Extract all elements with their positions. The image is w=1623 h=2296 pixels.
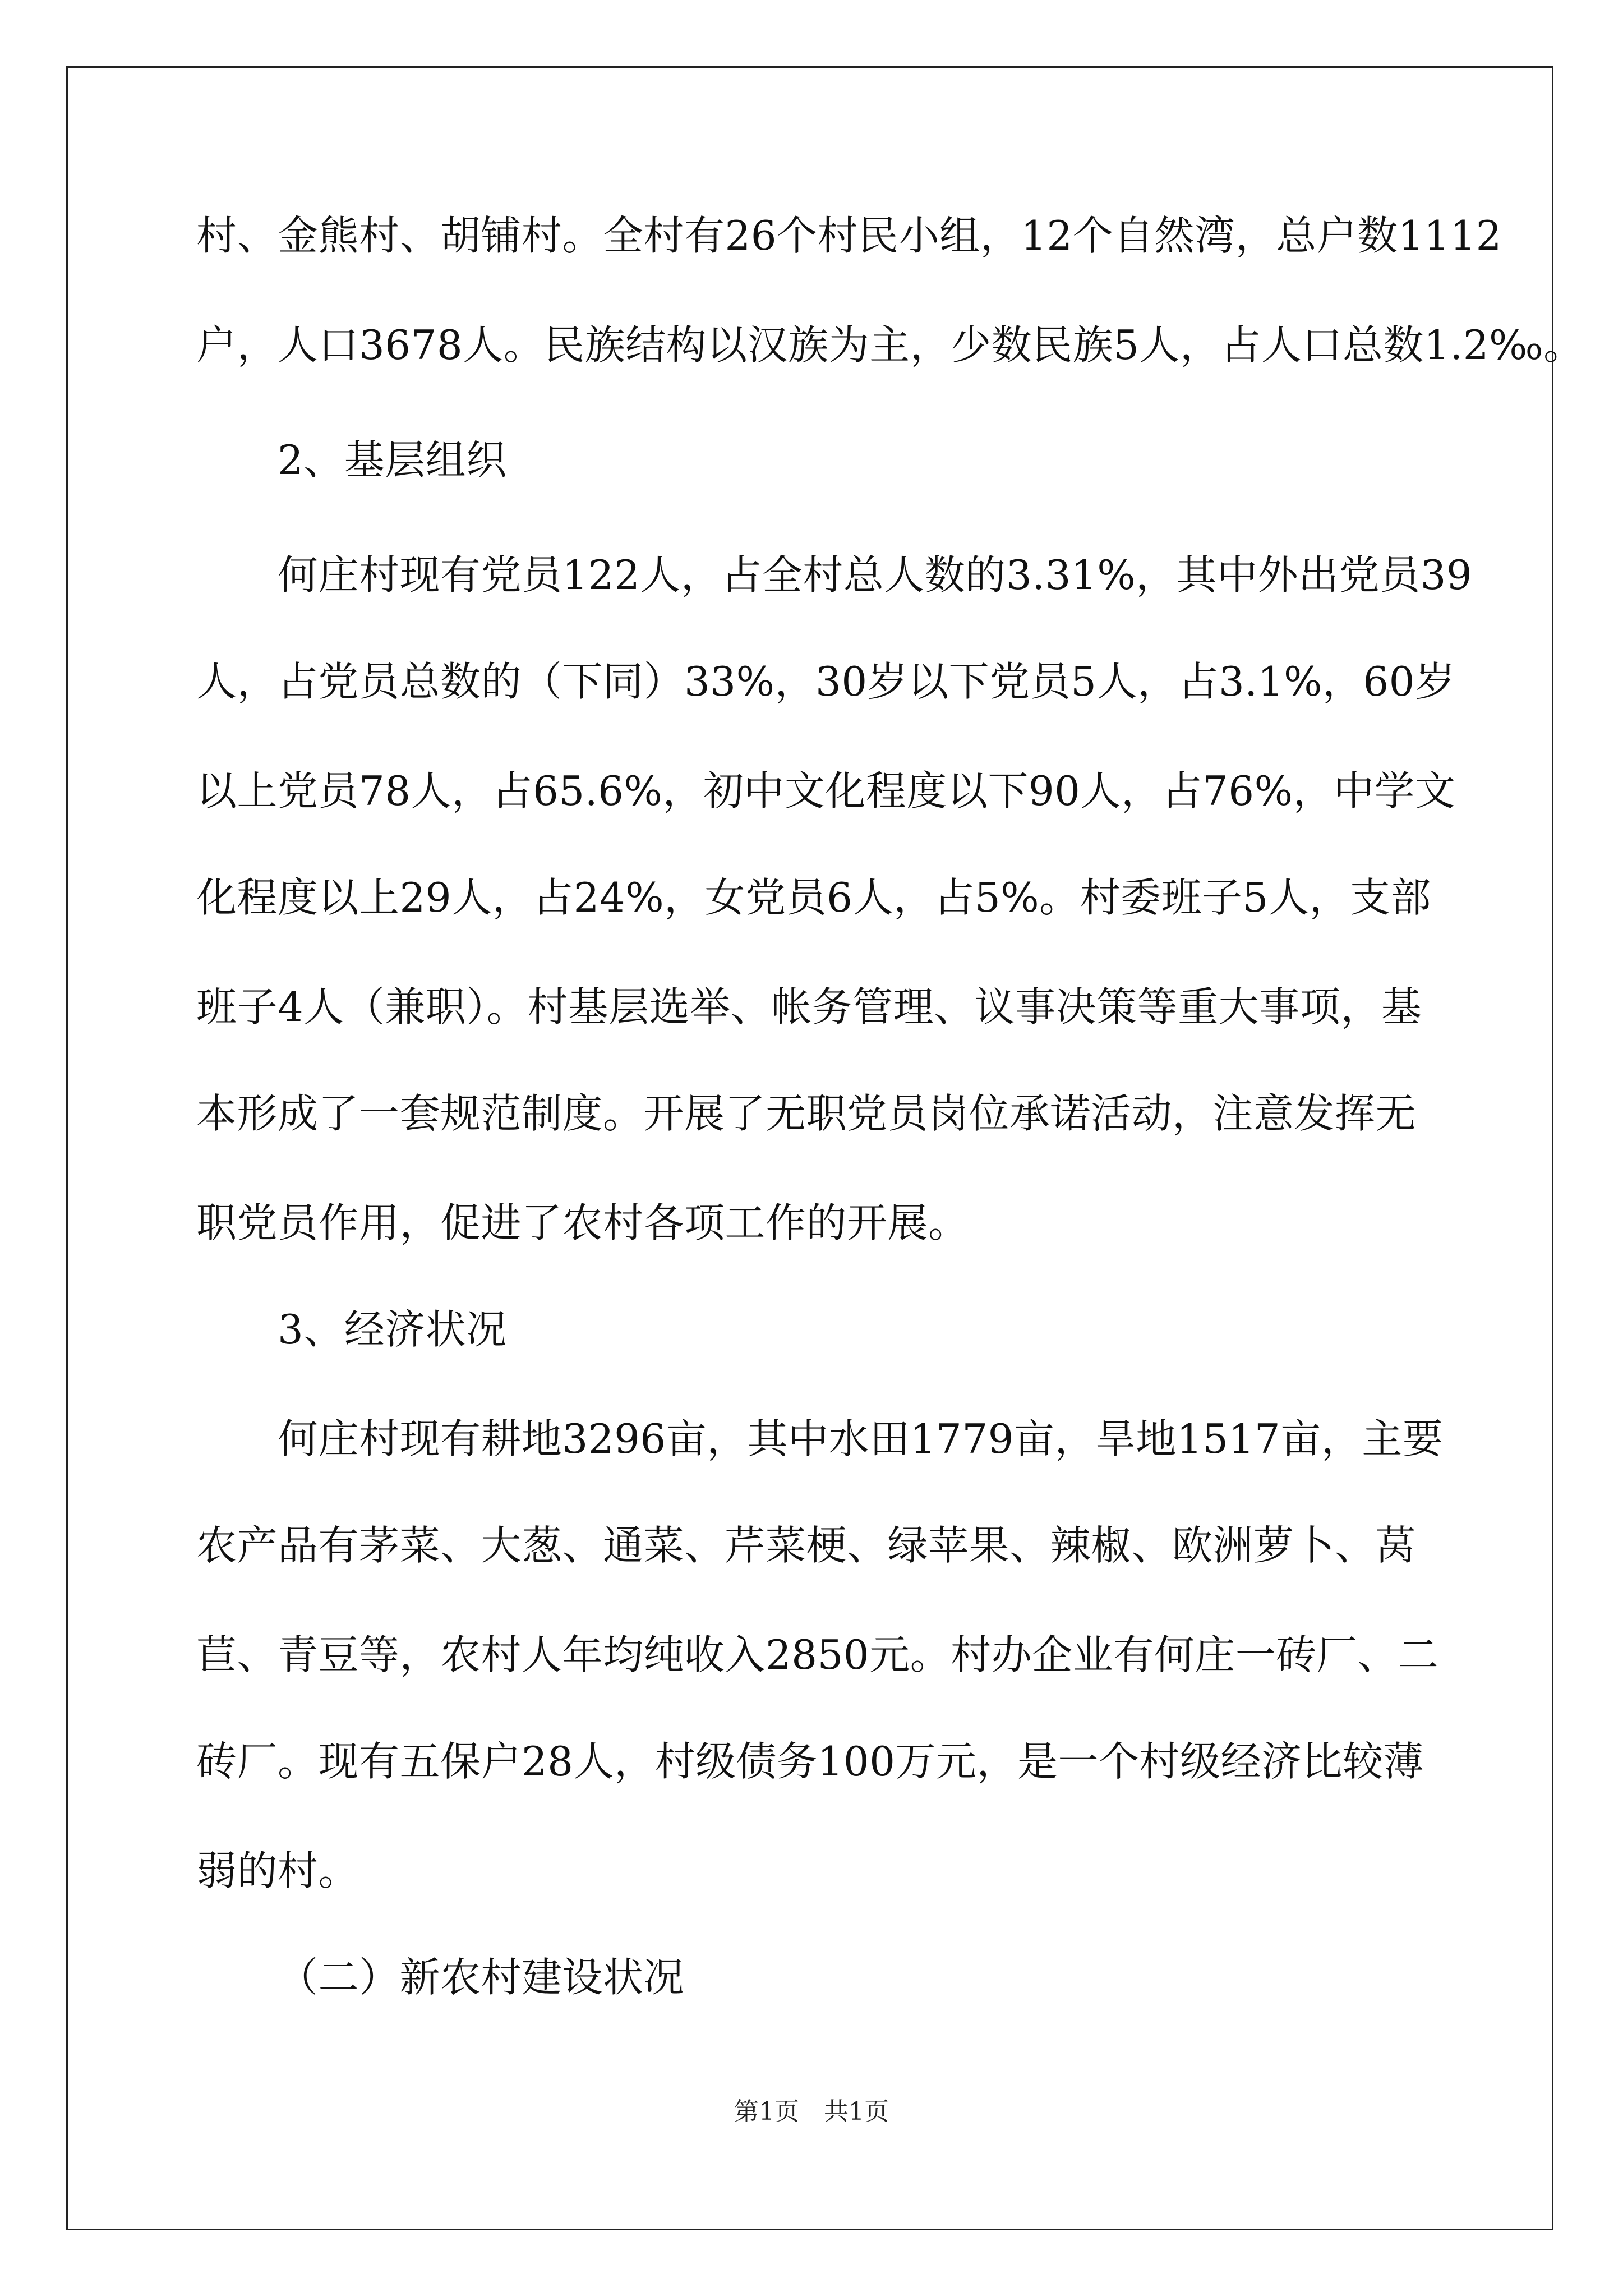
paragraph-line: 苣、青豆等，农村人年均纯收入2850元。村办企业有何庄一砖厂、二 — [196, 1631, 1439, 1678]
paragraph-line: 班子4人（兼职）。村基层选举、帐务管理、议事决策等重大事项，基 — [196, 983, 1422, 1030]
paragraph-line: 弱的村。 — [196, 1847, 359, 1894]
page-border — [66, 66, 1553, 2230]
section-heading: （二）新农村建设状况 — [278, 1954, 685, 2001]
paragraph-line: 人，占党员总数的（下同）33%，30岁以下党员5人，占3.1%，60岁 — [196, 658, 1456, 705]
paragraph-line: 职党员作用，促进了农村各项工作的开展。 — [196, 1199, 969, 1246]
paragraph-line: 何庄村现有耕地3296亩，其中水田1779亩，旱地1517亩，主要 — [278, 1415, 1444, 1462]
section-heading: 3、经济状况 — [278, 1306, 507, 1353]
paragraph-line: 农产品有茅菜、大葱、通菜、芹菜梗、绿苹果、辣椒、欧洲萝卜、莴 — [196, 1522, 1417, 1569]
paragraph-line: 本形成了一套规范制度。开展了无职党员岗位承诺活动，注意发挥无 — [196, 1090, 1417, 1137]
paragraph-line: 村、金熊村、胡铺村。全村有26个村民小组，12个自然湾，总户数1112 — [196, 212, 1502, 259]
paragraph-line: 化程度以上29人，占24%，女党员6人，占5%。村委班子5人，支部 — [196, 874, 1431, 921]
paragraph-line: 户，人口3678人。民族结构以汉族为主，少数民族5人，占人口总数1.2‰。 — [196, 321, 1584, 369]
paragraph-line: 何庄村现有党员122人，占全村总人数的3.31%，其中外出党员39 — [278, 551, 1473, 599]
paragraph-line: 以上党员78人，占65.6%，初中文化程度以下90人，占76%，中学文 — [196, 767, 1456, 815]
paragraph-line: 砖厂。现有五保户28人，村级债务100万元，是一个村级经济比较薄 — [196, 1738, 1424, 1785]
page-footer: 第1页 共1页 — [734, 2097, 889, 2126]
section-heading: 2、基层组织 — [278, 436, 507, 484]
